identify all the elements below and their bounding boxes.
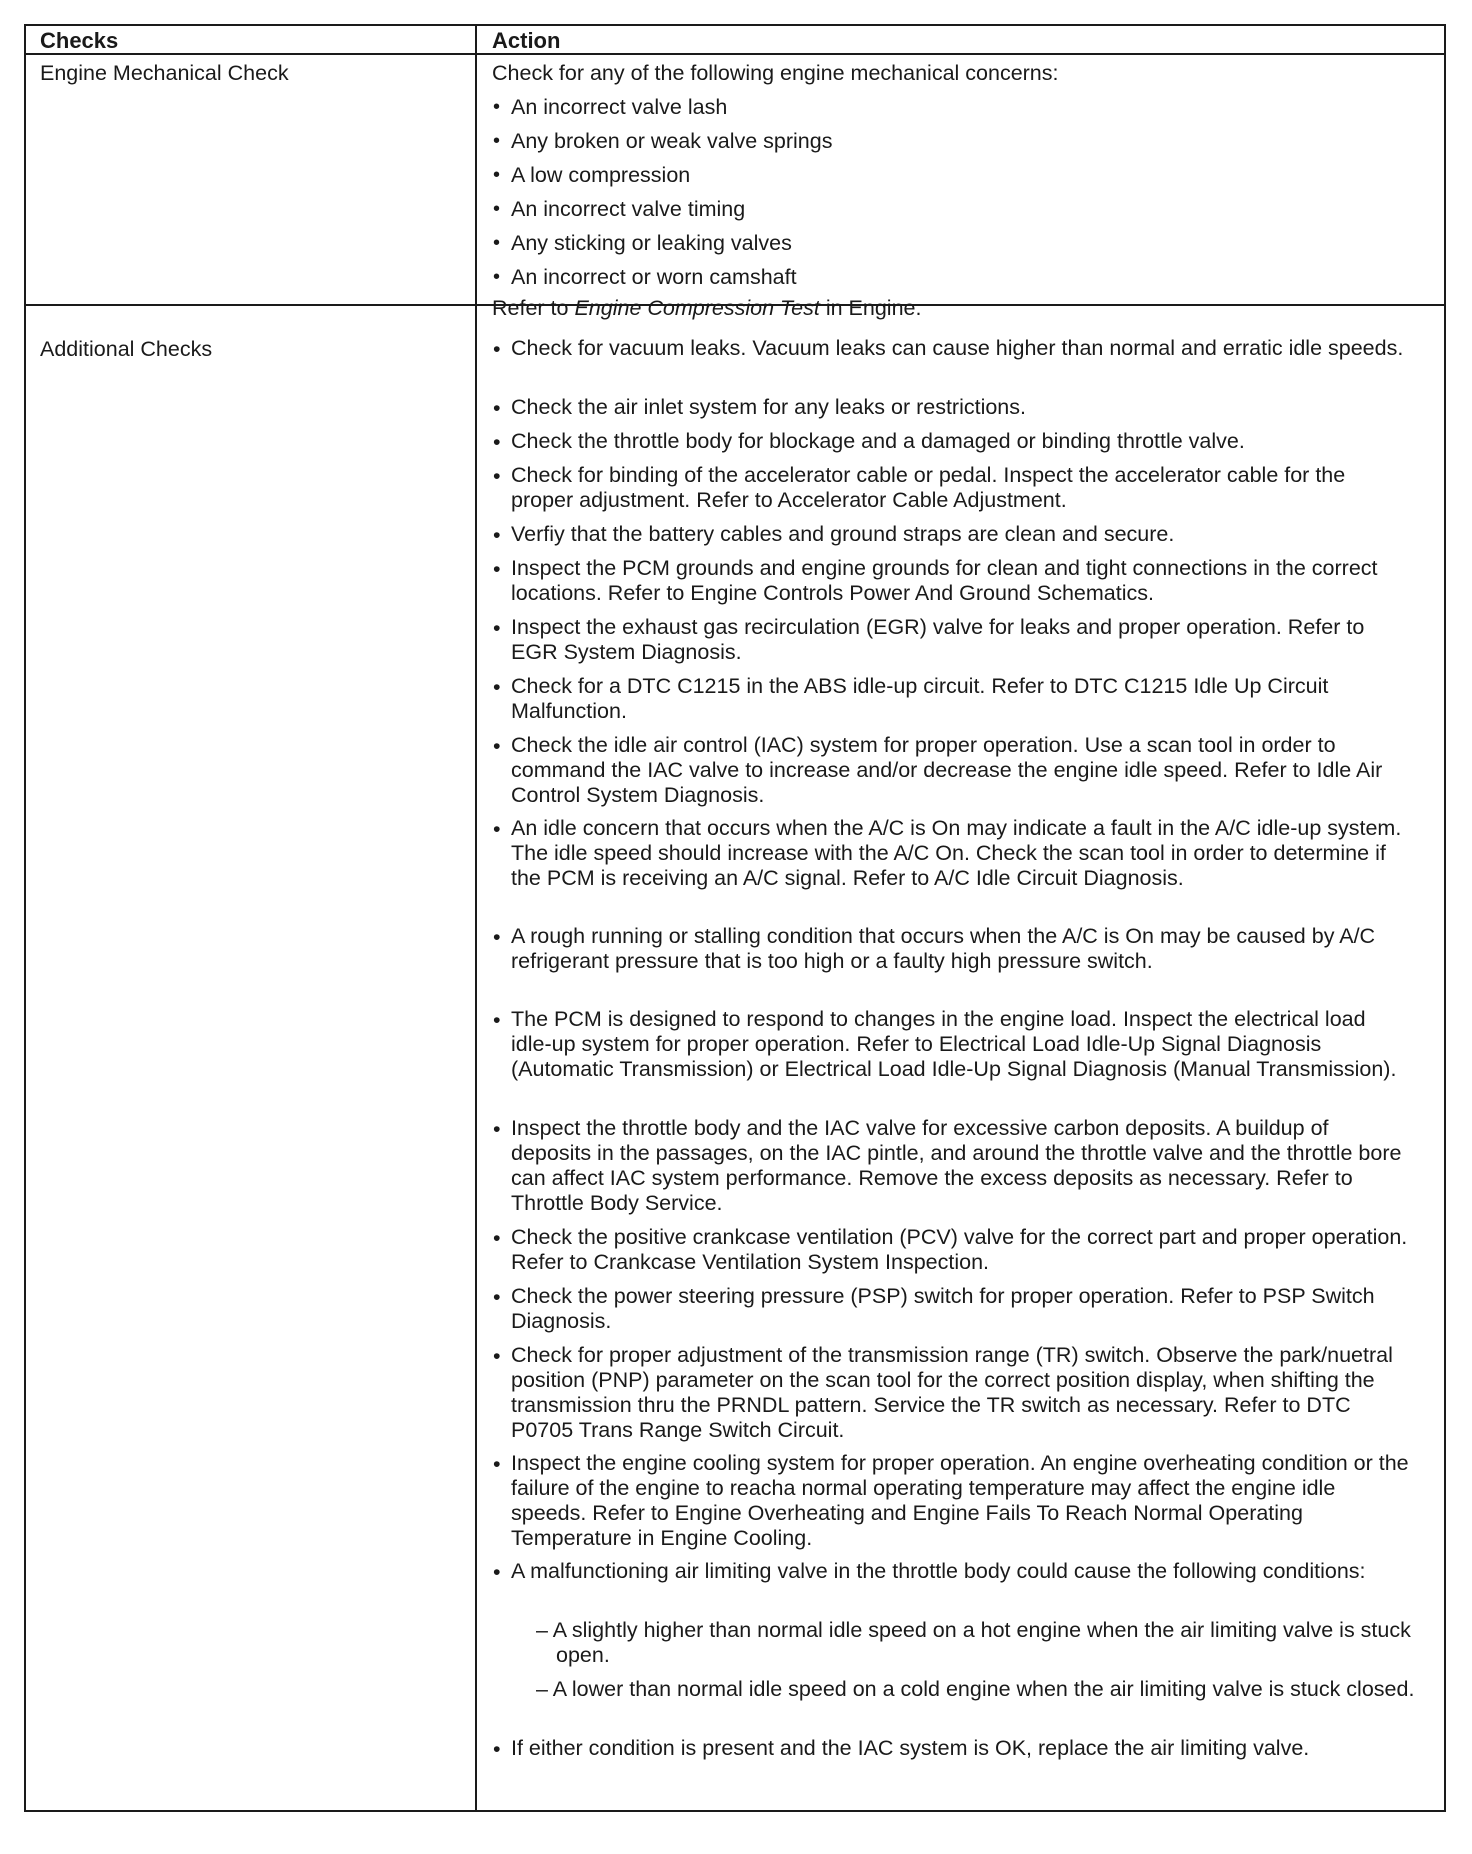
list-item: • Check for proper adjustment of the transmission range (TR) switch. Observe the park/nuetral position (PNP) parameter on the scan tool for the correct position display, when shifting the transmission thru the PRNDL pattern. Service the TR switch as necessary. Refer to DTC P0705 Trans Range Switch Circuit. xyxy=(493,1343,1393,1442)
bullet-icon: • xyxy=(493,96,501,118)
bullet-icon: • xyxy=(493,266,501,288)
bullet-icon: • xyxy=(493,164,501,186)
list-item: • If either condition is present and the IAC system is OK, replace the air limiting valve. xyxy=(493,1736,1310,1761)
bullet-icon: • xyxy=(493,232,501,254)
sub-list-item: – A lower than normal idle speed on a cold engine when the air limiting valve is stuck closed. xyxy=(536,1677,1415,1701)
list-item: • A malfunctioning air limiting valve in the throttle body could cause the following conditions: xyxy=(493,1559,1366,1584)
list-item: • Check the idle air control (IAC) system for proper operation. Use a scan tool in order to command the IAC valve to increase and/or decrease the engine idle speed. Refer to Idle Air Control System Diagnosis. xyxy=(493,733,1383,807)
sub-list-item: – A slightly higher than normal idle speed on a hot engine when the air limiting valve is stuck open. xyxy=(536,1618,1411,1667)
row-label-engine-mechanical: Engine Mechanical Check xyxy=(40,61,289,85)
list-item: • Inspect the exhaust gas recirculation (EGR) valve for leaks and proper operation. Refer to EGR System Diagnosis. xyxy=(493,615,1365,664)
list-item: • Check for vacuum leaks. Vacuum leaks can cause higher than normal and erratic idle speeds. xyxy=(493,336,1404,361)
list-item: An incorrect or worn camshaft xyxy=(511,265,797,289)
header-divider xyxy=(26,53,1444,55)
list-item: • Inspect the engine cooling system for proper operation. An engine overheating condition or the failure of the engine to reacha normal operating temperature may affect the engine idle speeds. Refer to Engine Overheating and Engine Fails To Reach Normal Operating Temperature in Engine Cooling. xyxy=(493,1451,1409,1550)
checks-action-table xyxy=(24,24,1446,1812)
column-divider xyxy=(475,26,477,1810)
list-item: An incorrect valve timing xyxy=(511,197,746,221)
bullet-icon: • xyxy=(493,198,501,220)
list-item: • Check for binding of the accelerator cable or pedal. Inspect the accelerator cable for the proper adjustment. Refer to Accelerator Cable Adjustment. xyxy=(493,463,1346,512)
list-item: • Verfiy that the battery cables and ground straps are clean and secure. xyxy=(493,522,1175,547)
header-checks: Checks xyxy=(40,28,119,53)
list-item: • Check the power steering pressure (PSP) switch for proper operation. Refer to PSP Switch Diagnosis. xyxy=(493,1284,1375,1333)
list-item: • An idle concern that occurs when the A/C is On may indicate a fault in the A/C idle-up system. The idle speed should increase with the A/C On. Check the scan tool in order to determine if the PCM is receiving an A/C signal. Refer to A/C Idle Circuit Diagnosis. xyxy=(493,816,1402,890)
list-item: • Inspect the throttle body and the IAC valve for excessive carbon deposits. A buildup of deposits in the passages, on the IAC pintle, and around the throttle valve and the throttle bore can affect IAC system performance. Remove the excess deposits as necessary. Refer to Throttle Body Service. xyxy=(493,1116,1402,1215)
list-item: • Check for a DTC C1215 in the ABS idle-up circuit. Refer to DTC C1215 Idle Up Circuit Malfunction. xyxy=(493,674,1329,723)
row-label-additional-checks: Additional Checks xyxy=(40,337,213,361)
list-item: • Check the throttle body for blockage and a damaged or binding throttle valve. xyxy=(493,429,1245,454)
list-item: • Inspect the PCM grounds and engine grounds for clean and tight connections in the correct locations. Refer to Engine Controls Power And Ground Schematics. xyxy=(493,556,1378,605)
list-item: • A rough running or stalling condition that occurs when the A/C is On may be caused by A/C refrigerant pressure that is too high or a faulty high pressure switch. xyxy=(493,924,1376,973)
row1-intro: Check for any of the following engine mechanical concerns: xyxy=(492,61,1059,85)
list-item: A low compression xyxy=(511,163,691,187)
list-item: • The PCM is designed to respond to changes in the engine load. Inspect the electrical load idle-up system for proper operation. Refer to Electrical Load Idle-Up Signal Diagnosis (Automatic Transmission) or Electrical Load Idle-Up Signal Diagnosis (Manual Transmission). xyxy=(493,1007,1397,1081)
list-item: • Check the air inlet system for any leaks or restrictions. xyxy=(493,395,1026,420)
list-item: • Check the positive crankcase ventilation (PCV) valve for the correct part and proper operation. Refer to Crankcase Ventilation System Inspection. xyxy=(493,1225,1408,1274)
row1-refer: Refer to Engine Compression Test in Engine. xyxy=(492,296,922,320)
list-item: An incorrect valve lash xyxy=(511,95,728,119)
list-item: Any broken or weak valve springs xyxy=(511,129,833,153)
bullet-icon: • xyxy=(493,130,501,152)
header-action: Action xyxy=(492,28,561,53)
list-item: Any sticking or leaking valves xyxy=(511,231,792,255)
